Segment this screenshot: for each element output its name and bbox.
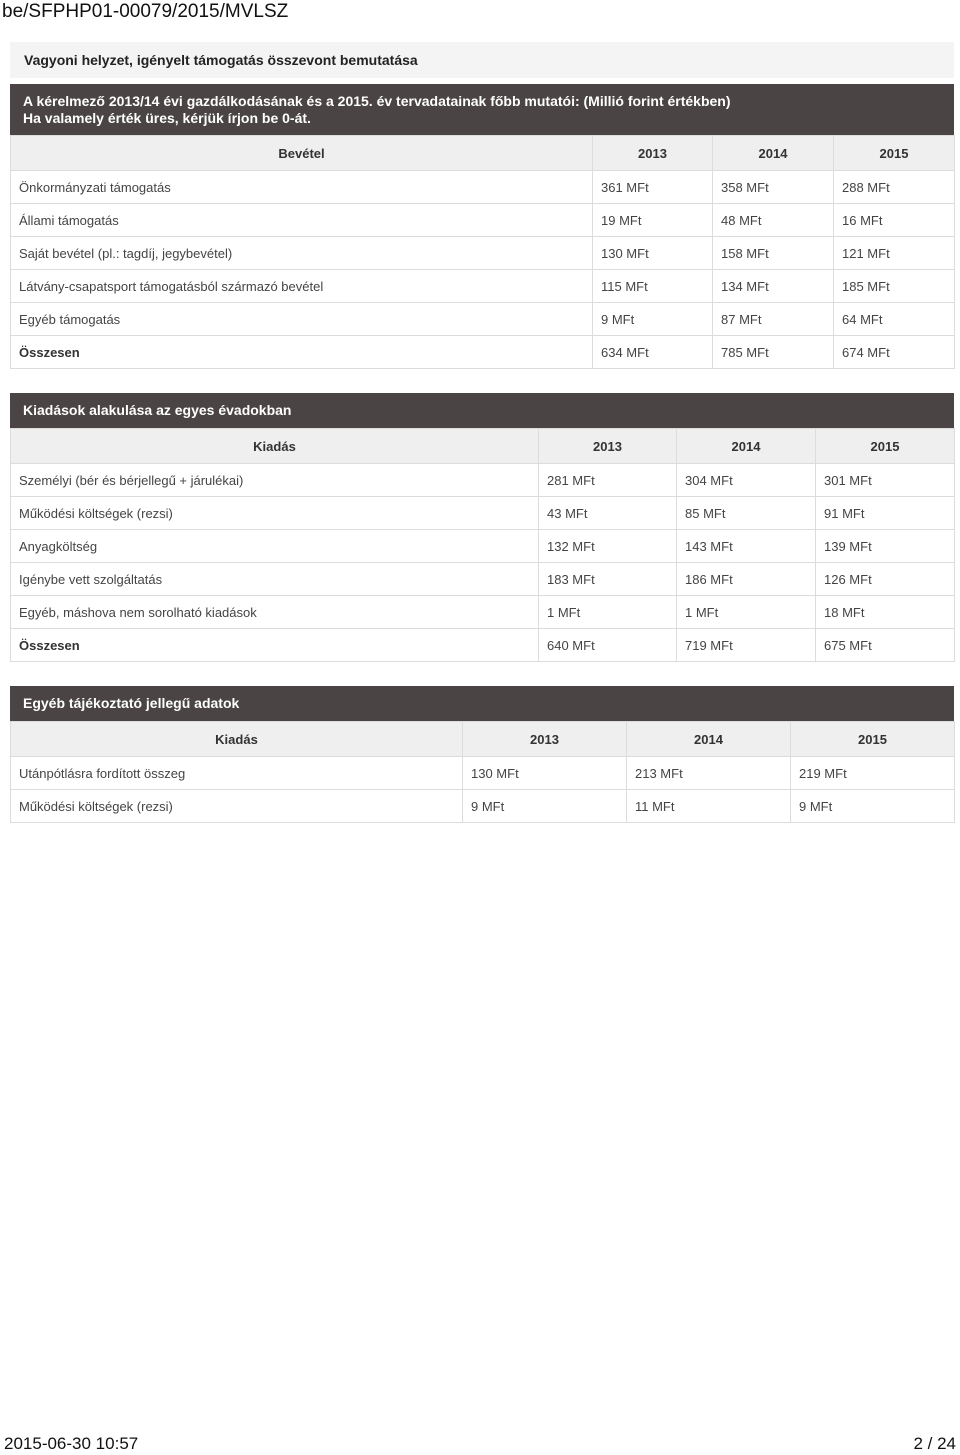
- cell-value: 634 MFt: [593, 336, 713, 369]
- cell-value: 213 MFt: [627, 757, 791, 790]
- table-row: [11, 464, 955, 497]
- cell-value: 9 MFt: [791, 790, 955, 823]
- cell-value: 186 MFt: [677, 563, 816, 596]
- cell-value: 9 MFt: [463, 790, 627, 823]
- revenue-header-line1: A kérelmező 2013/14 évi gazdálkodásának és a 2015. év tervadatainak főbb mutatói: (Millió forint értékben): [23, 93, 731, 109]
- column-header: 2013: [539, 429, 677, 464]
- cell-value: 91 MFt: [816, 497, 955, 530]
- column-header: 2015: [834, 136, 955, 171]
- cell-value: 785 MFt: [713, 336, 834, 369]
- row-label: Önkormányzati támogatás: [11, 171, 593, 204]
- table-row: [11, 757, 955, 790]
- cell-value: 43 MFt: [539, 497, 677, 530]
- revenue-table: [10, 135, 955, 369]
- table-row: [11, 270, 955, 303]
- row-label: Egyéb, máshova nem sorolható kiadások: [11, 596, 539, 629]
- table-row: [11, 790, 955, 823]
- cell-value: 87 MFt: [713, 303, 834, 336]
- table-header-row: [11, 429, 955, 464]
- total-row: [11, 336, 955, 369]
- cell-value: 19 MFt: [593, 204, 713, 237]
- table-row: [11, 596, 955, 629]
- row-label: Igénybe vett szolgáltatás: [11, 563, 539, 596]
- table-row: [11, 563, 955, 596]
- row-label: Látvány-csapatsport támogatásból származó bevétel: [11, 270, 593, 303]
- table-row: [11, 204, 955, 237]
- cell-value: 301 MFt: [816, 464, 955, 497]
- cell-value: 139 MFt: [816, 530, 955, 563]
- cell-value: 85 MFt: [677, 497, 816, 530]
- cell-value: 719 MFt: [677, 629, 816, 662]
- cell-value: 64 MFt: [834, 303, 955, 336]
- cell-value: 1 MFt: [677, 596, 816, 629]
- revenue-header-line2: Ha valamely érték üres, kérjük írjon be 0-át.: [23, 110, 311, 126]
- table-header-row: [11, 722, 955, 757]
- column-header: 2014: [677, 429, 816, 464]
- revenue-header: [10, 84, 954, 135]
- table-row: [11, 497, 955, 530]
- cell-value: 126 MFt: [816, 563, 955, 596]
- cell-value: 115 MFt: [593, 270, 713, 303]
- cell-value: 219 MFt: [791, 757, 955, 790]
- column-header: 2014: [713, 136, 834, 171]
- table-row: [11, 530, 955, 563]
- cell-value: 281 MFt: [539, 464, 677, 497]
- cell-value: 143 MFt: [677, 530, 816, 563]
- cell-value: 48 MFt: [713, 204, 834, 237]
- table-row: [11, 171, 955, 204]
- cell-value: 183 MFt: [539, 563, 677, 596]
- row-label: Saját bevétel (pl.: tagdíj, jegybevétel): [11, 237, 593, 270]
- table-row: [11, 303, 955, 336]
- column-header: 2013: [463, 722, 627, 757]
- column-header: 2013: [593, 136, 713, 171]
- cell-value: 16 MFt: [834, 204, 955, 237]
- table-header-row: [11, 136, 955, 171]
- cell-value: 358 MFt: [713, 171, 834, 204]
- cell-value: 674 MFt: [834, 336, 955, 369]
- expenses-header: Kiadások alakulása az egyes évadokban: [10, 393, 954, 428]
- cell-value: 1 MFt: [539, 596, 677, 629]
- total-row: [11, 629, 955, 662]
- column-header: Bevétel: [11, 136, 593, 171]
- cell-value: 288 MFt: [834, 171, 955, 204]
- footer-page-number: 2 / 24: [913, 1434, 956, 1453]
- section-title: Vagyoni helyzet, igényelt támogatás összevont bemutatása: [10, 42, 954, 78]
- column-header: 2015: [816, 429, 955, 464]
- cell-value: 9 MFt: [593, 303, 713, 336]
- cell-value: 130 MFt: [463, 757, 627, 790]
- cell-value: 18 MFt: [816, 596, 955, 629]
- footer-date: 2015-06-30 10:57: [4, 1434, 139, 1453]
- row-label: Működési költségek (rezsi): [11, 790, 463, 823]
- row-label: Személyi (bér és bérjellegű + járulékai): [11, 464, 539, 497]
- expenses-table: [10, 428, 955, 662]
- table-row: [11, 237, 955, 270]
- column-header: 2014: [627, 722, 791, 757]
- row-label: Működési költségek (rezsi): [11, 497, 539, 530]
- cell-value: 361 MFt: [593, 171, 713, 204]
- column-header: Kiadás: [11, 722, 463, 757]
- cell-value: 640 MFt: [539, 629, 677, 662]
- column-header: 2015: [791, 722, 955, 757]
- row-label: Utánpótlásra fordított összeg: [11, 757, 463, 790]
- other-table: [10, 721, 955, 823]
- cell-value: 132 MFt: [539, 530, 677, 563]
- cell-value: 134 MFt: [713, 270, 834, 303]
- row-label: Összesen: [11, 336, 593, 369]
- cell-value: 130 MFt: [593, 237, 713, 270]
- cell-value: 158 MFt: [713, 237, 834, 270]
- cell-value: 11 MFt: [627, 790, 791, 823]
- row-label: Összesen: [11, 629, 539, 662]
- cell-value: 304 MFt: [677, 464, 816, 497]
- other-header: Egyéb tájékoztató jellegű adatok: [10, 686, 954, 721]
- row-label: Anyagköltség: [11, 530, 539, 563]
- document-id: be/SFPHP01-00079/2015/MVLSZ: [2, 1, 289, 22]
- column-header: Kiadás: [11, 429, 539, 464]
- cell-value: 675 MFt: [816, 629, 955, 662]
- row-label: Állami támogatás: [11, 204, 593, 237]
- row-label: Egyéb támogatás: [11, 303, 593, 336]
- cell-value: 185 MFt: [834, 270, 955, 303]
- cell-value: 121 MFt: [834, 237, 955, 270]
